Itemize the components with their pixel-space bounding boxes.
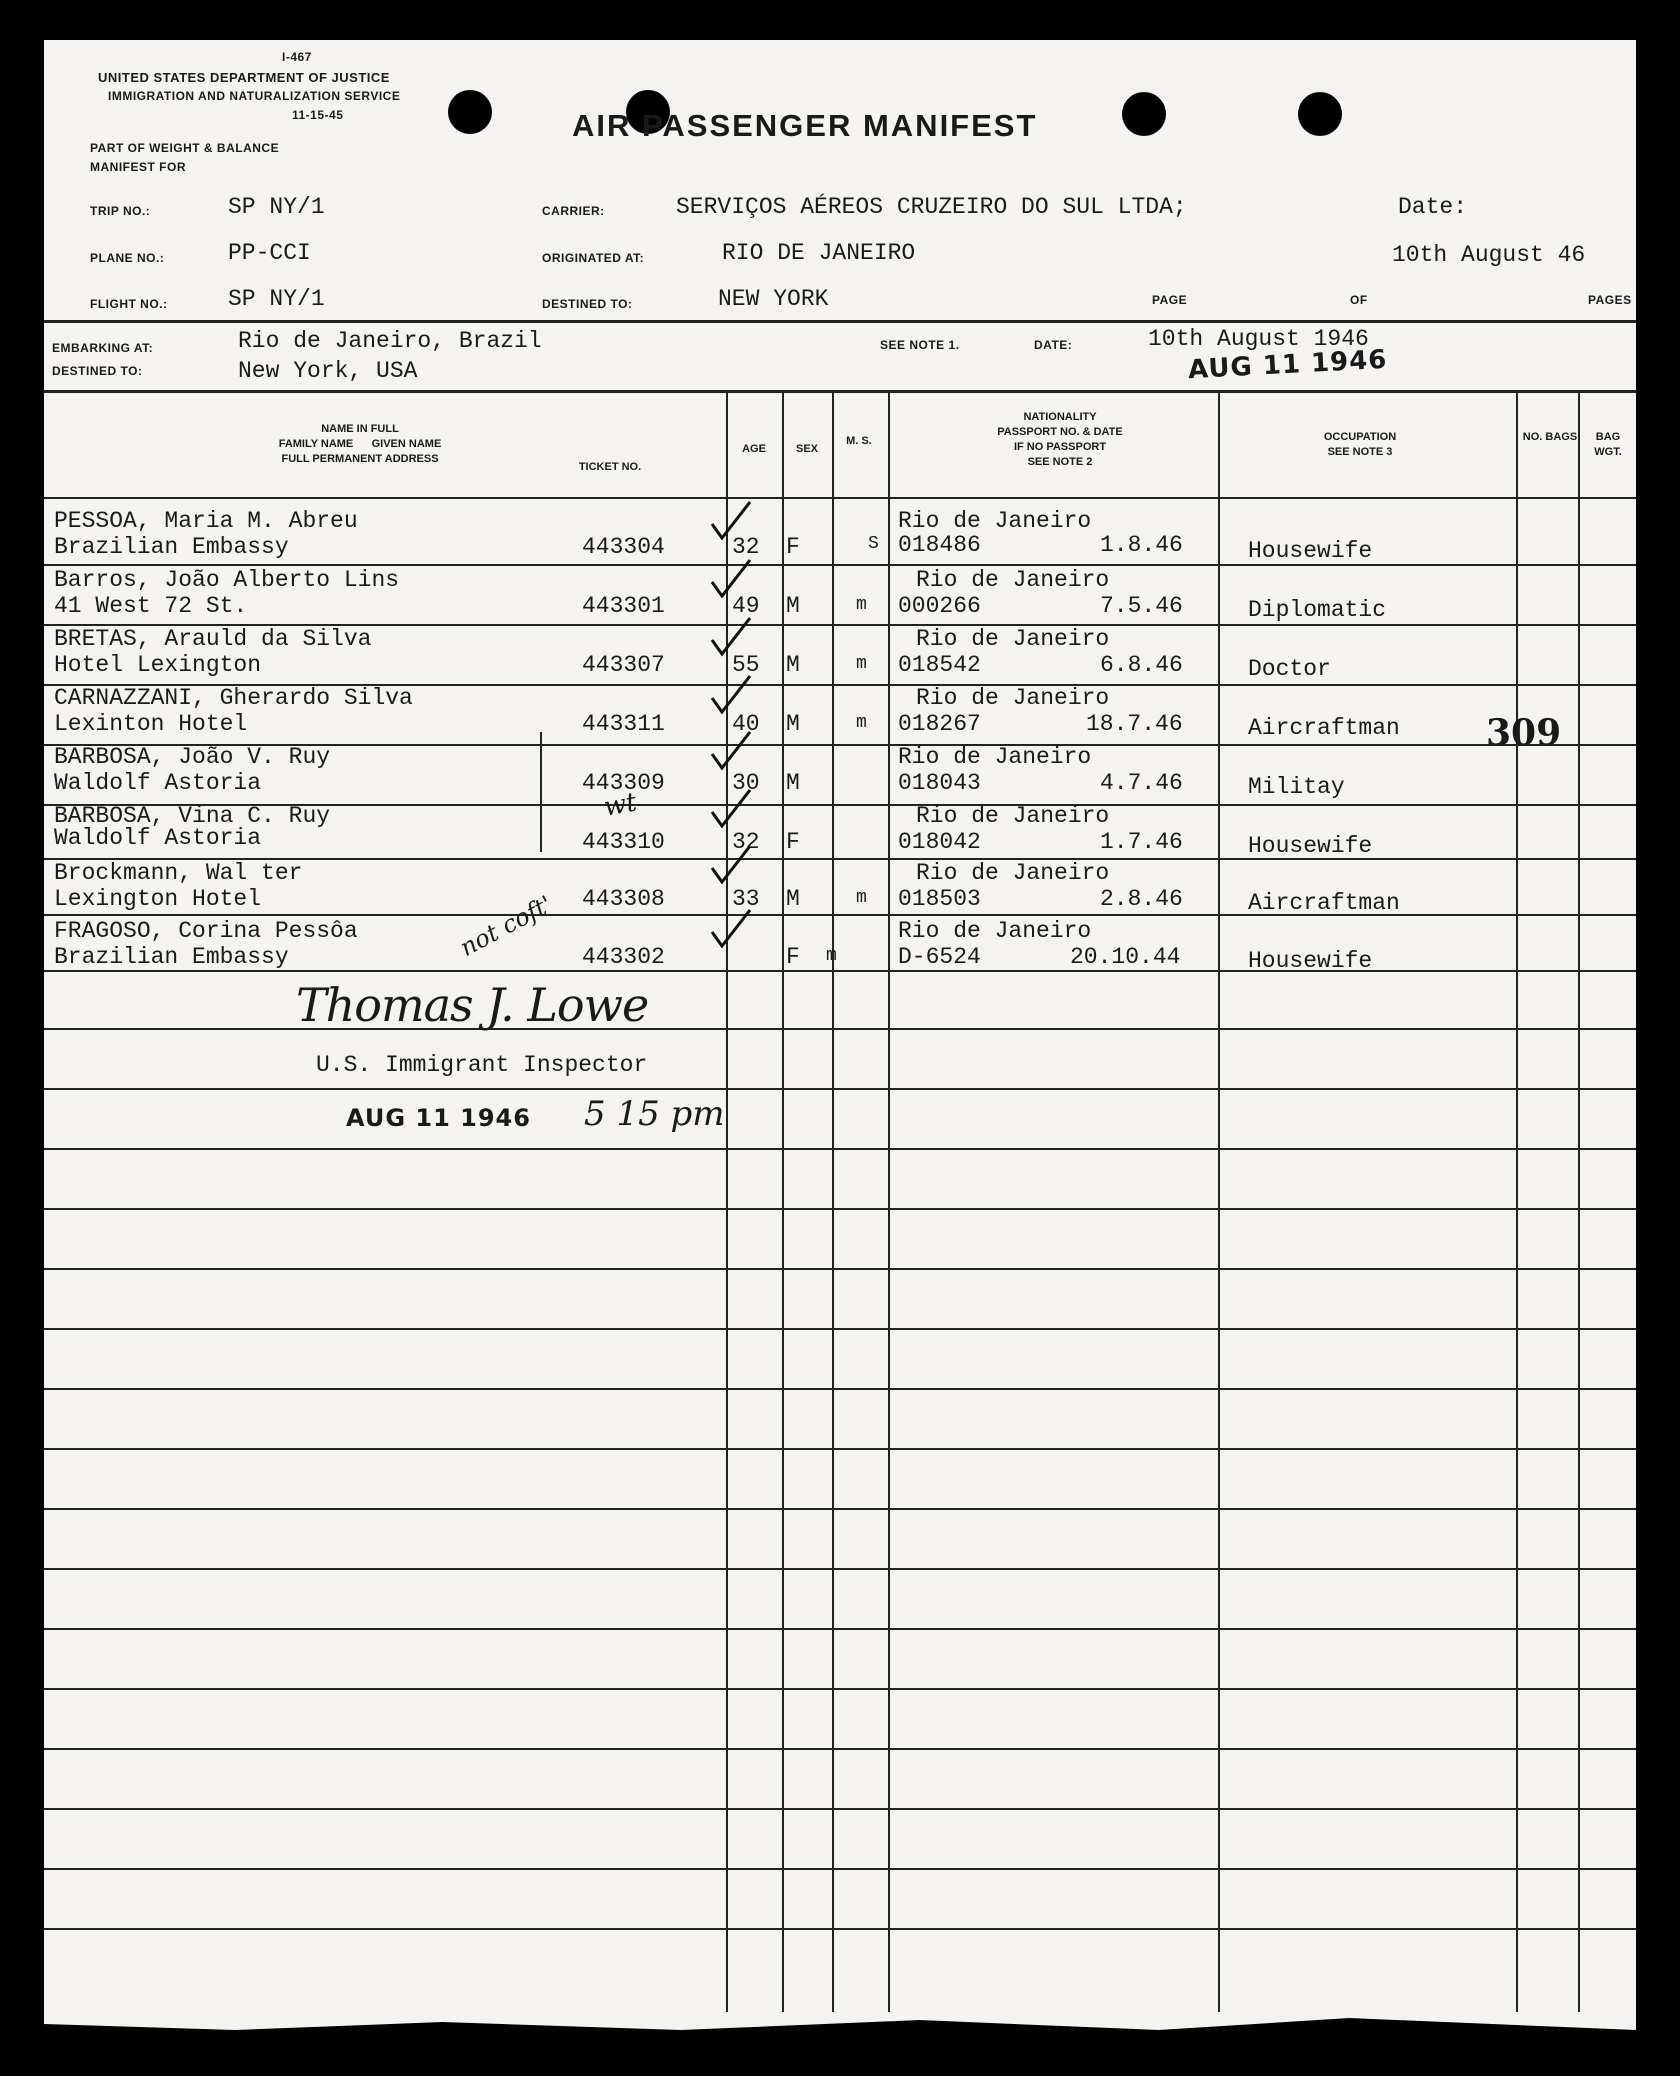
passenger-age: 32 — [732, 829, 760, 855]
bags-total: 309 — [1486, 712, 1562, 754]
of-label: OF — [1350, 293, 1368, 307]
ticket-number: 443304 — [582, 534, 665, 560]
destined-value: NEW YORK — [718, 286, 829, 312]
marital-status: S — [868, 534, 879, 554]
marital-status: m — [826, 946, 837, 966]
check-mark — [708, 672, 754, 718]
check-mark — [708, 728, 754, 774]
passenger-sex: F — [786, 534, 800, 560]
passport-date: 18.7.46 — [1086, 711, 1183, 737]
passport-date: 6.8.46 — [1100, 652, 1183, 678]
originated-label: ORIGINATED AT: — [542, 251, 645, 265]
row-rule — [44, 1568, 1636, 1570]
passenger-age: 55 — [732, 652, 760, 678]
row-rule — [44, 1628, 1636, 1630]
margin-note: wt — [601, 787, 640, 823]
col-occupation-head — [1230, 430, 1490, 460]
col-nat-line3: IF NO PASSPORT — [1013, 441, 1107, 453]
ticket-number: 443301 — [582, 593, 665, 619]
embarking-value: Rio de Janeiro, Brazil — [238, 328, 542, 354]
col-ticket-head: TICKET NO. — [578, 461, 642, 473]
col-name-line1: NAME IN FULL — [321, 423, 399, 435]
occupation: Aircraftman — [1248, 890, 1400, 916]
row-rule — [44, 1388, 1636, 1390]
passport-place: Rio de Janeiro — [916, 685, 1110, 711]
marital-status: m — [856, 595, 867, 615]
arrival-date-stamp: AUG 11 1946 — [1187, 344, 1389, 386]
passenger-sex: F — [786, 944, 800, 970]
passenger-age: 40 — [732, 711, 760, 737]
passport-date: 1.8.46 — [1100, 532, 1183, 558]
embark-destined-value: New York, USA — [238, 358, 418, 384]
occupation: Housewife — [1248, 538, 1373, 564]
passport-date: 4.7.46 — [1100, 770, 1183, 796]
col-sex-head: SEX — [795, 443, 818, 455]
agency-name: UNITED STATES DEPARTMENT OF JUSTICE — [98, 70, 390, 85]
check-mark — [708, 906, 754, 952]
ticket-number: 443302 — [582, 944, 665, 970]
check-mark — [708, 614, 754, 660]
date-label: Date: — [1398, 194, 1468, 220]
page-label: PAGE — [1152, 293, 1188, 307]
passport-place: Rio de Janeiro — [898, 918, 1092, 944]
passenger-sex: M — [786, 886, 800, 912]
passport-date: 7.5.46 — [1100, 593, 1183, 619]
row-rule — [44, 1808, 1636, 1810]
col-ms-head: M. S. — [846, 435, 872, 447]
form-number: I-467 — [282, 50, 312, 64]
passport-date: 20.10.44 — [1070, 944, 1181, 970]
passport-number: 018043 — [898, 770, 981, 796]
col-line — [782, 392, 784, 2012]
col-nat-line2: PASSPORT NO. & DATE — [997, 426, 1123, 438]
column-head-divider — [44, 497, 1636, 499]
passport-place: Rio de Janeiro — [916, 567, 1110, 593]
note-1-label: SEE NOTE 1. — [880, 338, 960, 352]
punch-hole — [1122, 92, 1166, 136]
passenger-sex: F — [786, 829, 800, 855]
check-mark — [708, 842, 754, 888]
row-rule — [44, 1448, 1636, 1450]
inspection-date-stamp: AUG 11 1946 — [346, 1104, 531, 1132]
service-name: IMMIGRATION AND NATURALIZATION SERVICE — [108, 89, 401, 103]
form-date: 11-15-45 — [292, 108, 344, 122]
passenger-sex: M — [786, 652, 800, 678]
flight-label: FLIGHT NO.: — [90, 297, 168, 311]
wb-line-2: MANIFEST FOR — [90, 160, 186, 174]
col-line — [888, 392, 890, 2012]
col-line — [1516, 392, 1518, 2012]
passenger-name: BRETAS, Arauld da Silva — [54, 626, 372, 652]
row-rule — [44, 1688, 1636, 1690]
passenger-address: Lexington Hotel — [54, 886, 262, 912]
side-note: not coft' — [455, 890, 557, 962]
passport-place: Rio de Janeiro — [898, 508, 1092, 534]
passenger-address: Waldolf Astoria — [54, 825, 262, 851]
passenger-address: Waldolf Astoria — [54, 770, 262, 796]
destined-label: DESTINED TO: — [542, 297, 633, 311]
trip-label: TRIP NO.: — [90, 204, 151, 218]
row-rule — [44, 1868, 1636, 1870]
row-rule — [44, 564, 1636, 566]
marital-status: m — [856, 888, 867, 908]
row-rule — [44, 1928, 1636, 1930]
occupation: Militay — [1248, 774, 1345, 800]
check-mark — [708, 786, 754, 832]
col-nat-line1: NATIONALITY — [1023, 411, 1097, 423]
embark-date-value: 10th August 1946 — [1148, 326, 1369, 352]
passenger-name: Barros, João Alberto Lins — [54, 567, 400, 593]
marital-status: m — [856, 713, 867, 733]
passport-place: Rio de Janeiro — [916, 803, 1110, 829]
passport-number: 018042 — [898, 829, 981, 855]
passenger-sex: M — [786, 770, 800, 796]
passport-number: 018503 — [898, 886, 981, 912]
passenger-address: 41 West 72 St. — [54, 593, 248, 619]
passenger-name: BARBOSA, Vina C. Ruy — [54, 803, 331, 829]
page-title: AIR PASSENGER MANIFEST — [572, 108, 1038, 143]
trip-value: SP NY/1 — [228, 194, 325, 220]
occupation: Aircraftman — [1248, 715, 1400, 741]
header-divider — [44, 320, 1636, 323]
col-nat-line4: SEE NOTE 2 — [1027, 456, 1093, 468]
inspector-label: U.S. Immigrant Inspector — [316, 1052, 648, 1078]
row-rule — [44, 1028, 1636, 1030]
passenger-age: 33 — [732, 886, 760, 912]
row-rule — [44, 1148, 1636, 1150]
passenger-address: Brazilian Embassy — [54, 534, 289, 560]
passenger-address: Hotel Lexington — [54, 652, 262, 678]
ticket-number: 443307 — [582, 652, 665, 678]
embark-date-label: DATE: — [1034, 338, 1073, 352]
col-name-head — [210, 422, 510, 467]
passenger-address: Brazilian Embassy — [54, 944, 289, 970]
row-rule — [44, 1748, 1636, 1750]
passenger-sex: M — [786, 711, 800, 737]
passport-number: 018542 — [898, 652, 981, 678]
row-rule — [44, 1088, 1636, 1090]
passport-number: 018267 — [898, 711, 981, 737]
col-age-head: AGE — [742, 443, 766, 455]
passenger-name: Brockmann, Wal ter — [54, 860, 303, 886]
passport-date: 1.7.46 — [1100, 829, 1183, 855]
passenger-name: PESSOA, Maria M. Abreu — [54, 508, 358, 534]
passenger-address: Lexinton Hotel — [54, 711, 248, 737]
passport-number: D-6524 — [898, 944, 981, 970]
col-line — [1578, 392, 1580, 2012]
passport-place: Rio de Janeiro — [898, 744, 1092, 770]
date-value: 10th August 46 — [1392, 242, 1586, 268]
pages-label: PAGES — [1588, 293, 1632, 307]
ticket-number: 443310 — [582, 829, 665, 855]
plane-value: PP-CCI — [228, 240, 311, 266]
passenger-name: FRAGOSO, Corina Pessôa — [54, 918, 358, 944]
ticket-number: 443308 — [582, 886, 665, 912]
col-bagwt-head: BAG WGT. — [1594, 431, 1622, 458]
col-bags-head: NO. BAGS — [1522, 431, 1578, 443]
carrier-value: SERVIÇOS AÉREOS CRUZEIRO DO SUL LTDA; — [676, 194, 1187, 220]
passenger-age: 32 — [732, 534, 760, 560]
passenger-age: 49 — [732, 593, 760, 619]
embark-destined-label: DESTINED TO: — [52, 364, 143, 378]
row-rule — [44, 1268, 1636, 1270]
plane-label: PLANE NO.: — [90, 251, 165, 265]
flight-value: SP NY/1 — [228, 286, 325, 312]
originated-value: RIO DE JANEIRO — [722, 240, 916, 266]
passport-number: 018486 — [898, 532, 981, 558]
row-rule — [44, 1328, 1636, 1330]
passport-date: 2.8.46 — [1100, 886, 1183, 912]
row-rule — [44, 1508, 1636, 1510]
passenger-name: CARNAZZANI, Gherardo Silva — [54, 685, 413, 711]
punch-hole — [1298, 92, 1342, 136]
punch-hole — [448, 90, 492, 134]
embarking-label: EMBARKING AT: — [52, 341, 154, 355]
passport-place: Rio de Janeiro — [916, 860, 1110, 886]
occupation: Housewife — [1248, 948, 1373, 974]
embark-divider — [44, 390, 1636, 393]
ticket-number: 443309 — [582, 770, 665, 796]
col-name-line3: FULL PERMANENT ADDRESS — [281, 453, 439, 465]
family-bracket — [540, 732, 542, 852]
check-mark — [708, 498, 754, 544]
col-nationality-head — [900, 410, 1220, 470]
ticket-number: 443311 — [582, 711, 665, 737]
passenger-sex: M — [786, 593, 800, 619]
carrier-label: CARRIER: — [542, 204, 605, 218]
inspection-time: 5 15 pm — [584, 1094, 725, 1134]
row-rule — [44, 970, 1636, 972]
col-line — [1218, 392, 1220, 2012]
wb-line-1: PART OF WEIGHT & BALANCE — [90, 141, 280, 155]
inspector-signature: Thomas J. Lowe — [296, 978, 649, 1032]
passenger-name: BARBOSA, João V. Ruy — [54, 744, 331, 770]
passport-place: Rio de Janeiro — [916, 626, 1110, 652]
marital-status: m — [856, 654, 867, 674]
col-occ-line1: OCCUPATION — [1323, 431, 1397, 443]
occupation: Diplomatic — [1248, 597, 1387, 623]
row-rule — [44, 1208, 1636, 1210]
passport-number: 000266 — [898, 593, 981, 619]
passenger-age: 30 — [732, 770, 760, 796]
col-name-line2: FAMILY NAME GIVEN NAME — [278, 438, 442, 450]
col-occ-line2: SEE NOTE 3 — [1327, 446, 1393, 458]
occupation: Housewife — [1248, 833, 1373, 859]
col-line — [832, 392, 834, 2012]
check-mark — [708, 556, 754, 602]
occupation: Doctor — [1248, 656, 1331, 682]
